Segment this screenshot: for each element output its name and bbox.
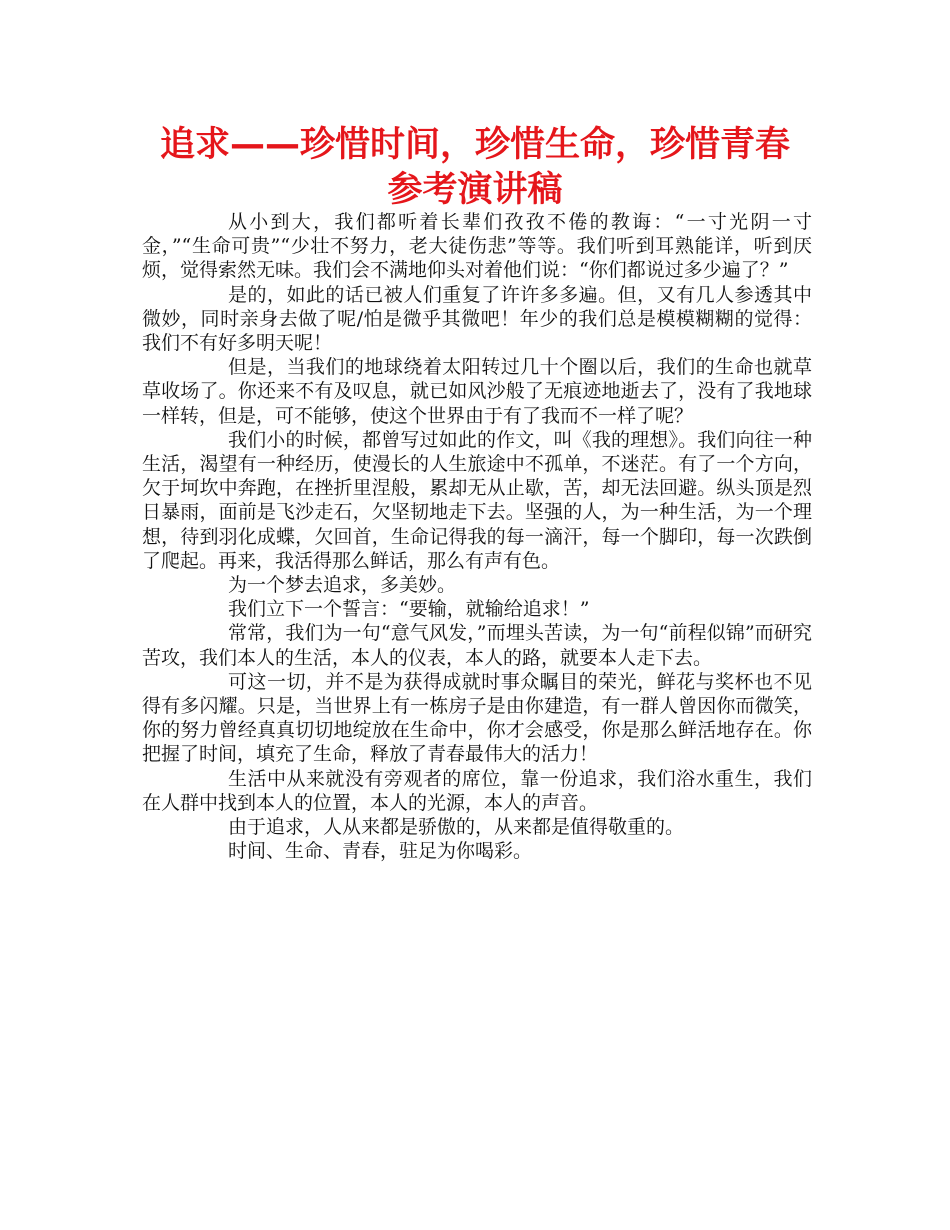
- paragraph: 是的，如此的话已被人们重复了许许多多遍。但，又有几人参透其中微妙，同时亲身去做了呢/怕是微乎其微吧！年少的我们总是模模糊糊的觉得：我们不有好多明天呢！: [142, 283, 812, 355]
- paragraph: 常常，我们为一句“意气风发，”而埋头苦读，为一句“前程似锦”而研究苦攻，我们本人的生活，本人的仪表，本人的路，就要本人走下去。: [142, 622, 812, 669]
- paragraph: 由于追求，人从来都是骄傲的，从来都是值得敬重的。: [228, 816, 685, 839]
- paragraph: 时间、生命、青春，驻足为你喝彩。: [228, 840, 533, 863]
- paragraph: 生活中从来就没有旁观者的席位，靠一份追求，我们浴水重生，我们在人群中找到本人的位置，本人的光源，本人的声音。: [142, 767, 812, 814]
- document-title: 追求——珍惜时间，珍惜生命，珍惜青春: [159, 125, 790, 165]
- document-body: [142, 210, 812, 863]
- paragraph: 但是，当我们的地球绕着太阳转过几十个圈以后，我们的生命也就草草收场了。你还来不有及叹息，就已如风沙般了无痕迹地逝去了，没有了我地球一样转，但是，可不能够，使这个世界由于有了我而不一样了呢？: [142, 356, 812, 427]
- paragraph: 为一个梦去追求，多美妙。: [228, 574, 457, 597]
- paragraph: 从小到大，我们都听着长辈们孜孜不倦的教诲：“一寸光阴一寸金，”“生命可贵”“少壮不努力，老大徒伤悲”等等。我们听到耳熟能详，听到厌烦，觉得索然无味。我们会不满地仰头对着他们说：“你们都说过多少遍了？”: [142, 211, 812, 282]
- paragraph: 可这一切，并不是为获得成就时事众瞩目的荣光，鲜花与奖杯也不见得有多闪耀。只是，当世界上有一栋房子是由你建造，有一群人曾因你而微笑，你的努力曾经真真切切地绽放在生命中，你才会感受，你是那么鲜活地存在。你把握了时间，填充了生命，释放了青春最伟大的活力！: [142, 670, 812, 766]
- paragraph: 我们立下一个誓言：“要输，就输给追求！”: [228, 598, 590, 621]
- paragraph: 我们小的时候，都曾写过如此的作文，叫《我的理想》。我们向往一种生活，渴望有一种经历，使漫长的人生旅途中不孤单，不迷茫。有了一个方向，欠于坷坎中奔跑，在挫折里涅般，累却无从止歇，苦，却无法回避。纵头顶是烈日暴雨，面前是飞沙走石，欠坚韧地走下去。坚强的人，为一种生活，为一个理想，待到羽化成蝶，欠回首，生命记得我的每一滴汗，每一个脚印，每一次跌倒了爬起。再来，我活得那么鲜话，那么有声有色。: [142, 428, 812, 572]
- document-subtitle: 参考演讲稿: [387, 170, 563, 210]
